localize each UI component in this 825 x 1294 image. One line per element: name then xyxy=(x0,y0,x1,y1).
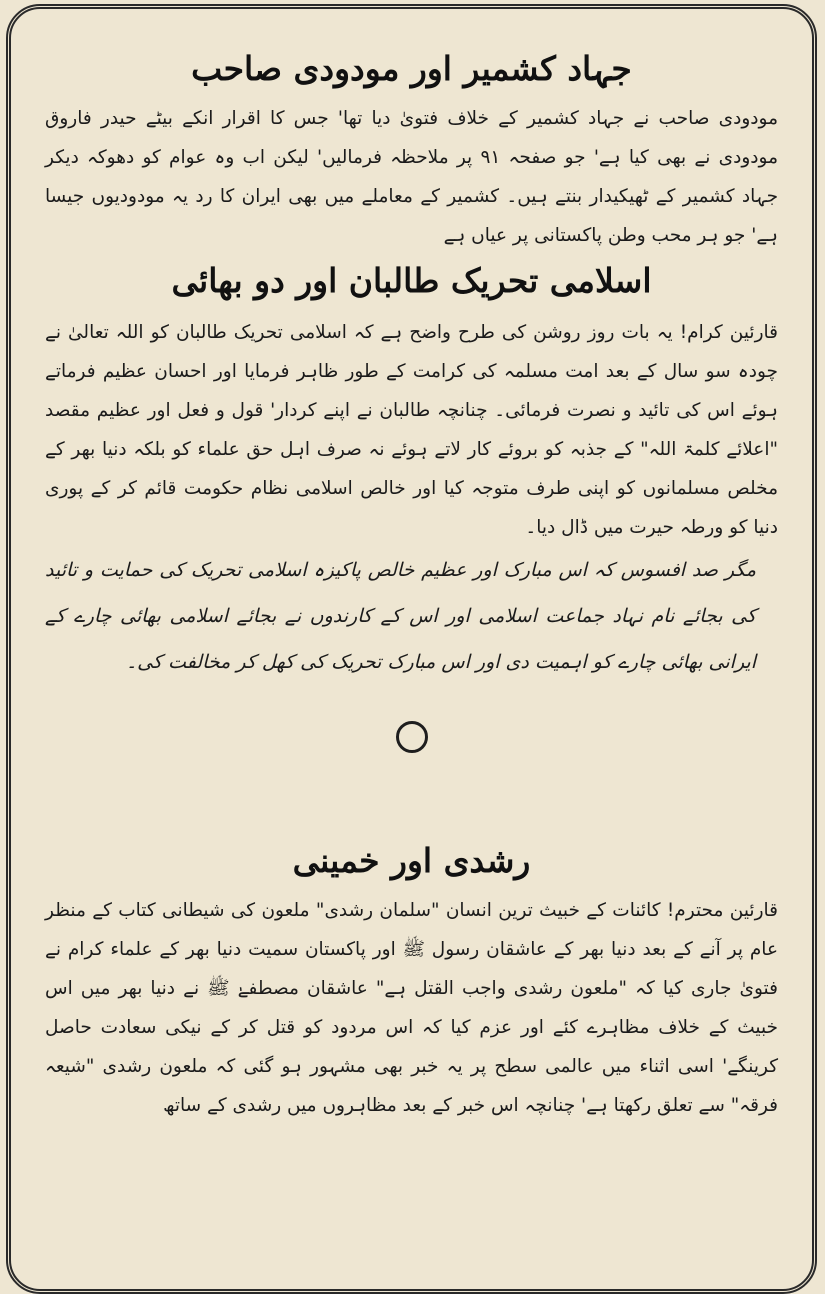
paragraph-taliban-regret: مگر صد افسوس کہ اس مبارک اور عظیم خالص پاکیزہ اسلامی تحریک کی حمایت و تائید کی بجائے نام نہاد جماعت اسلامی اور اس کے کارندوں نے بجائے اسلامی بھائی چارے کے ایرانی بھائی چارے کو اہمیت دی اور اس مبارک تحریک کی کھل کر مخالفت کی۔ xyxy=(45,559,756,673)
heading-taliban-movement: اسلامی تحریک طالبان اور دو بھائی xyxy=(171,261,652,300)
heading-rushdie-khomeini: رشدی اور خمینی xyxy=(292,841,531,880)
heading-jihad-kashmir: جہاد کشمیر اور مودودی صاحب xyxy=(191,49,632,88)
page-border-frame xyxy=(6,4,817,1294)
circle-separator-icon xyxy=(396,721,428,753)
paragraph-rushdie-khomeini: قارئین محترم! کائنات کے خبیث ترین انسان "سلمان رشدی" ملعون کی شیطانی کتاب کے منظر عام پر آنے کے بعد دنیا بھر کے عاشقان رسول ﷺ اور پاکستان سمیت دنیا بھر کے علماء کرام نے فتویٰ جاری کیا کہ "ملعون رشدی واجب القتل ہے" عاشقان مصطفےٰ ﷺ نے دنیا بھر میں اس خبیث کے خلاف مظاہرے کئے اور عزم کیا کہ اس مردود کو قتل کر کے نیکی سعادت حاصل کرینگے' اسی اثناء میں عالمی سطح پر یہ خبر بھی مشہور ہو گئی کہ ملعون رشدی "شیعہ فرقہ" سے تعلق رکھتا ہے' چنانچہ اس خبر کے بعد مظاہروں میں رشدی کے ساتھ xyxy=(45,900,778,1116)
spacer xyxy=(45,799,778,833)
paragraph-taliban-movement: قارئین کرام! یہ بات روز روشن کی طرح واضح ہے کہ اسلامی تحریک طالبان کو اللہ تعالیٰ نے چودہ سو سال کے بعد امت مسلمہ کی کرامت کے طور ظاہر فرمایا اور احسان عظیم فرماتے ہوئے اس کی تائید و نصرت فرمائی۔ چنانچہ طالبان نے اپنے کردار' قول و فعل اور عظیم مقصد "اعلائے کلمۃ اللہ" کے جذبہ کو بروئے کار لاتے ہوئے نہ صرف اہل حق علماء کو بلکہ دنیا بھر کے مخلص مسلمانوں کو اپنی طرف متوجہ کیا اور خالص اسلامی نظام حکومت قائم کر کے پوری دنیا کو ورطہ حیرت میں ڈال دیا۔ xyxy=(45,322,778,538)
section-separator xyxy=(45,685,778,799)
paragraph-jihad-kashmir: مودودی صاحب نے جہاد کشمیر کے خلاف فتویٰ دیا تھا' جس کا اقرار انکے بیٹے حیدر فاروق مودودی نے بھی کیا ہے' جو صفحہ ۹۱ پر ملاحظہ فرمالیں' لیکن اب وہ عوام کو دھوکہ دیکر جہاد کشمیر کے ٹھیکیدار بنتے ہیں۔ کشمیر کے معاملے میں بھی ایران کا رد یہ مودودیوں جیسا ہے' جو ہر محب وطن پاکستانی پر عیاں ہے xyxy=(45,108,778,246)
